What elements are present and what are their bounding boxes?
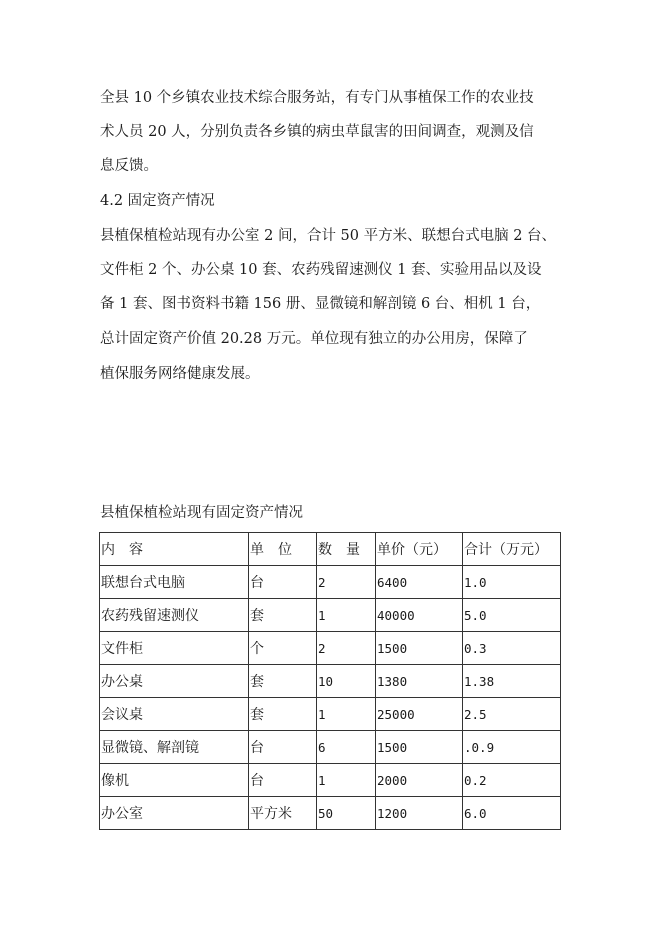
cell-quantity: 2 (317, 566, 376, 599)
cell-quantity: 1 (317, 764, 376, 797)
cell-unit: 套 (249, 665, 317, 698)
header-unit: 单 位 (249, 533, 317, 566)
cell-unit: 台 (249, 764, 317, 797)
cell-unit: 台 (249, 566, 317, 599)
table-row (100, 698, 561, 731)
cell-quantity: 50 (317, 797, 376, 830)
table-row (100, 599, 561, 632)
cell-unit: 平方米 (249, 797, 317, 830)
cell-unit: 套 (249, 698, 317, 731)
paragraph-2-line-4: 总计固定资产价值 20.28 万元。单位现有独立的办公用房，保障了 (100, 331, 528, 347)
cell-unit: 台 (249, 731, 317, 764)
cell-total: 0.2 (463, 764, 561, 797)
cell-unit-price: 1500 (376, 731, 463, 764)
cell-total: 0.3 (463, 632, 561, 665)
cell-item: 办公桌 (100, 665, 249, 698)
cell-quantity: 2 (317, 632, 376, 665)
cell-item: 农药残留速测仪 (100, 599, 249, 632)
paragraph-1-line-3: 息反馈。 (100, 158, 158, 174)
table-row (100, 731, 561, 764)
cell-item: 会议桌 (100, 698, 249, 731)
section-heading: 4.2 固定资产情况 (100, 193, 215, 209)
cell-total: 2.5 (463, 698, 561, 731)
cell-unit: 个 (249, 632, 317, 665)
cell-unit-price: 1380 (376, 665, 463, 698)
header-unit-price: 单价（元） (376, 533, 463, 566)
table-row (100, 764, 561, 797)
header-total: 合计（万元） (463, 533, 561, 566)
table-row (100, 566, 561, 599)
paragraph-2-line-5: 植保服务网络健康发展。 (100, 366, 260, 382)
table-row (100, 797, 561, 830)
cell-item: 文件柜 (100, 632, 249, 665)
cell-unit-price: 1200 (376, 797, 463, 830)
cell-total: 6.0 (463, 797, 561, 830)
cell-unit-price: 2000 (376, 764, 463, 797)
table-row (100, 665, 561, 698)
cell-total: 1.38 (463, 665, 561, 698)
table-row (100, 632, 561, 665)
fixed-asset-table (99, 532, 561, 830)
cell-quantity: 6 (317, 731, 376, 764)
table-caption: 县植保植检站现有固定资产情况 (100, 505, 303, 521)
cell-item: 联想台式电脑 (100, 566, 249, 599)
paragraph-1-line-1: 全县 10 个乡镇农业技术综合服务站，有专门从事植保工作的农业技 (100, 90, 534, 106)
cell-unit-price: 40000 (376, 599, 463, 632)
cell-total: 5.0 (463, 599, 561, 632)
paragraph-2-line-1: 县植保植检站现有办公室 2 间，合计 50 平方米、联想台式电脑 2 台、 (100, 228, 557, 244)
paragraph-2-line-3: 备 1 套、图书资料书籍 156 册、显微镜和解剖镜 6 台、相机 1 台， (100, 296, 541, 312)
table-header-row (100, 533, 561, 566)
cell-unit-price: 1500 (376, 632, 463, 665)
cell-item: 像机 (100, 764, 249, 797)
cell-item: 办公室 (100, 797, 249, 830)
cell-total: .0.9 (463, 731, 561, 764)
paragraph-2-line-2: 文件柜 2 个、办公桌 10 套、农药残留速测仪 1 套、实验用品以及设 (100, 262, 542, 278)
cell-item: 显微镜、解剖镜 (100, 731, 249, 764)
cell-quantity: 1 (317, 599, 376, 632)
cell-total: 1.0 (463, 566, 561, 599)
cell-quantity: 1 (317, 698, 376, 731)
cell-unit: 套 (249, 599, 317, 632)
cell-quantity: 10 (317, 665, 376, 698)
cell-unit-price: 25000 (376, 698, 463, 731)
cell-unit-price: 6400 (376, 566, 463, 599)
header-content: 内 容 (100, 533, 249, 566)
header-quantity: 数 量 (317, 533, 376, 566)
paragraph-1-line-2: 术人员 20 人，分别负责各乡镇的病虫草鼠害的田间调查，观测及信 (100, 124, 534, 140)
